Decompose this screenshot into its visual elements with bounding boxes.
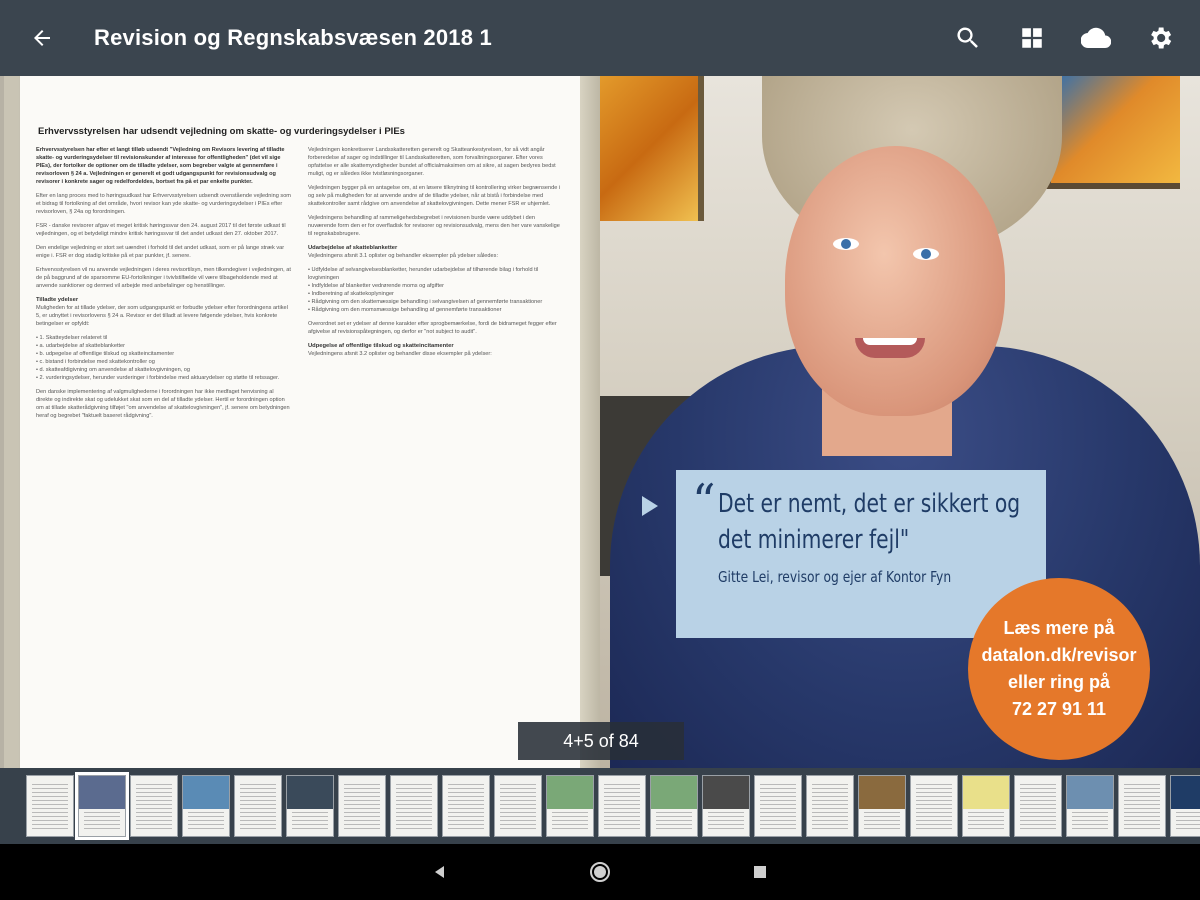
thumbnail-text-lines <box>32 784 68 830</box>
thumbnail-text-lines <box>344 784 380 830</box>
wall-painting <box>600 76 704 221</box>
article-paragraph: Den endelige vejledning er stort set uændret i forhold til det andet udkast, som er på lange stræk var enige i. FSR er dog stadig kritiske på et par punkter, jf. senere. <box>36 245 285 259</box>
thumbnail-text-lines <box>916 784 952 830</box>
page-thumbnail[interactable] <box>494 775 542 837</box>
article-paragraph: FSR - danske revisorer afgav et meget kritisk høringssvar den 24. august 2017 til det første udkast til vejledningen, og et betydeligt mindre kritisk høringssvar til det andet udkast den 27. oktober 2017. <box>36 223 286 237</box>
back-triangle-icon <box>432 864 448 880</box>
page-thumbnail[interactable] <box>286 775 334 837</box>
cloud-icon <box>1081 23 1111 53</box>
app-bar <box>0 0 1200 76</box>
thumbnail-text-lines <box>136 784 172 830</box>
page-thumbnail[interactable] <box>962 775 1010 837</box>
cta-line: 72 27 91 11 <box>1011 699 1107 719</box>
article-paragraph: Muligheden for at tillade ydelser, der som udgangspunkt er forbudte ydelser efter forordningens artikel 5, er udnyttet i revisorlovens § 24 a. Revisor er det tilladt at levere følgende ydelser, hvis konkrete betingelser er opfyldt: <box>36 305 288 327</box>
page-thumbnail[interactable] <box>390 775 438 837</box>
article-paragraph: Vejledningen bygger på en antagelse om, at en løsere tilknytning til kontrollering virker begrænsende i og selv på muligheden for at anvende andre af de tilladte ydelser, når at bistå i forbindelse med skattekontroller samt rådgive om anvendelse af skattelovgivningen. Dette mener FSR er uhjemlet. <box>308 185 561 207</box>
thumbnail-text-lines <box>812 784 848 830</box>
system-back-button[interactable] <box>420 852 460 892</box>
list-item: • 1. Skatteydelser relateret til <box>36 334 291 342</box>
thumbnail-text-lines <box>1124 784 1160 830</box>
search-button[interactable] <box>936 0 1000 76</box>
arrow-left-icon <box>30 26 54 50</box>
article-paragraph: Vejledningen konkretiserer Landsskatteretten generelt og Skatteankestyrelsen, for så vidt angår forberedelse af sager og indstillinger til Landsskatteretten, som forvaltningsorganer. Efter vores opfattelse er alle skattemyndigheder bundet af officialmaksimen om at sikre, at sagen bedyres bedst muligt, og er således ikke tvistløsningsorganer. <box>308 147 556 177</box>
list-item: • Rådgivning om den momsmæssige behandling af gennemførte transaktioner <box>308 306 563 314</box>
article-list <box>36 334 291 382</box>
eye <box>833 238 859 250</box>
article-column-2 <box>308 146 563 364</box>
article-paragraph: Vejledningens afsnit 3.1 oplister og behandler eksempler på ydelser således: <box>308 253 498 259</box>
recents-square-icon <box>752 864 768 880</box>
article-paragraph: Overordnet set er ydelser af denne karakter efter sprogbemærkelse, fordi de bidrameget fegger efter afgivelse af revisionspåtegningen, og derfor er "not subject to audit". <box>308 321 557 335</box>
home-circle-icon <box>589 861 611 883</box>
article-lead: Erhvervsstyrelsen har efter et langt tilløb udsendt "Vejledning om Revisors levering af tilladte skatte- og vurderingsydelser til revisionskunder af interesse for offentligheden" (det vil sige PIEs), der fortolker de optioner om de tilladte ydelser, som begreber valgte at gennemføre i revisorloven § 24 a. Vejledningen er generelt et godt udgangspunkt for revisionsudvalg og revisorer i konkrete sager og redelfordeldes, bortset fra på et par enkelte punkter. <box>36 147 285 185</box>
thumbnail-image <box>79 776 125 809</box>
cta-badge[interactable] <box>968 578 1150 760</box>
thumbnail-image <box>963 776 1009 809</box>
settings-button[interactable] <box>1128 0 1192 76</box>
grid-view-button[interactable] <box>1000 0 1064 76</box>
article-subheading: Tilladte ydelser <box>36 297 79 303</box>
article-sheet <box>20 76 580 768</box>
toolbar-actions <box>936 0 1192 76</box>
list-item: • b. udpegelse af offentlige tilskud og skatteincitamenter <box>36 350 291 358</box>
thumbnail-image <box>183 776 229 809</box>
cloud-button[interactable] <box>1064 0 1128 76</box>
page-thumbnail[interactable] <box>598 775 646 837</box>
thumbnail-text-lines <box>1020 784 1056 830</box>
thumbnail-image <box>1171 776 1200 809</box>
publication-title: Revision og Regnskabsvæsen 2018 1 <box>94 25 492 50</box>
page-thumbnail[interactable] <box>1118 775 1166 837</box>
person-face <box>785 146 1005 416</box>
article-paragraph: Vejledningens afsnit 3.2 oplister og behandler disse eksempler på ydelser: <box>308 351 492 357</box>
page-thumbnail[interactable] <box>754 775 802 837</box>
grid-icon <box>1019 25 1045 51</box>
page-thumbnail[interactable] <box>234 775 282 837</box>
page-thumbnail[interactable] <box>130 775 178 837</box>
thumbnail-text-lines <box>760 784 796 830</box>
article-paragraph: Den danske implementering af valgmulighederne i forordningen har ikke medfaget henvisning al direkte og indirekte skat og udelukket skat som en del af tilladte ydelser. Hertil er forordningen option om at tillade skatterådgivning tilføjet "om anvendelse af skattelovgivningen", jf. senere om betydningen heraf og begrebet "faktuelt baseret rådgivning". <box>36 389 290 419</box>
list-item: • c. bistand i forbindelse med skattekontroller og <box>36 358 291 366</box>
article-paragraph: Vejledningens behandling af rammeligehedsbegrebet i revisionen burde være uddybet i den nuværende form den er for overfladisk for revisorer og revisionsudvalg, mens den her vare vanskelige til regnskabsbrugere. <box>308 215 560 237</box>
page-spread[interactable] <box>0 76 1200 768</box>
page-spine <box>580 76 600 768</box>
smile <box>855 338 925 358</box>
page-thumbnail[interactable] <box>442 775 490 837</box>
article-paragraph: Erhvervsstyrelsen vil nu anvende vejledningen i deres revisortilsyn, men tilkendegiver i vejledningen, at de på baggrund af de sparsomme EU-fortolkninger i tvivlstilfælde vil være tilbageholdende med at anvende sanktioner og dermed vil arbejde med anbefalinger og henstillinger. <box>36 267 291 289</box>
article-paragraph: Efter en lang proces med to høringsudkast har Erhvervsstyrelsen udsendt ovenstående vejledning som et bidrag til fortolkning af det område, hvori revisor kan yde skatte- og vurderingsydelser i PIEs efter revisorloven, § 24a og forordningen. <box>36 193 291 215</box>
quote-mark: “ <box>692 474 716 528</box>
gear-icon <box>1146 24 1174 52</box>
eye <box>913 248 939 260</box>
thumbnail-strip[interactable] <box>0 768 1200 844</box>
thumbnail-text-lines <box>500 784 536 830</box>
article-subheading: Udpegelse af offentlige tilskud og skatteincitamenter <box>308 343 454 349</box>
thumbnail-image <box>651 776 697 809</box>
back-button[interactable] <box>0 0 84 76</box>
page-thumbnail[interactable] <box>1014 775 1062 837</box>
page-thumbnail[interactable] <box>650 775 698 837</box>
thumbnail-text-lines <box>240 784 276 830</box>
article-subheading: Udarbejdelse af skatteblanketter <box>308 245 398 251</box>
list-item: • 2. vurderingsydelser, herunder vurderinger i forbindelse med aktuarydelser og støtte til retssager. <box>36 374 291 382</box>
right-page-ad[interactable] <box>600 76 1200 768</box>
testimonial-quote: Det er nemt, det er sikkert og det minimerer fejl" <box>718 489 1021 555</box>
article-list <box>308 266 563 314</box>
page-thumbnail[interactable] <box>702 775 750 837</box>
left-page[interactable] <box>4 76 600 768</box>
list-item: • Rådgivning om den skattemæssige behandling i selvangivelsen af gennemførte transaktioner <box>308 298 563 306</box>
system-nav-bar <box>0 844 1200 900</box>
thumbnail-text-lines <box>448 784 484 830</box>
page-indicator: 4+5 of 84 <box>518 722 684 760</box>
thumbnail-text-lines <box>604 784 640 830</box>
thumbnail-image <box>859 776 905 809</box>
page-thumbnail[interactable] <box>78 775 126 837</box>
page-thumbnail[interactable] <box>1066 775 1114 837</box>
thumbnail-image <box>703 776 749 809</box>
list-item: • Indberetning af skattekoplyninger <box>308 290 563 298</box>
cta-text <box>981 615 1136 723</box>
page-thumbnail[interactable] <box>338 775 386 837</box>
thumbnail-text-lines <box>396 784 432 830</box>
list-item: • Udfyldelse af selvangivelsesblanketter, herunder udarbejdelse af tilhørende bilag i forhold til lovgivningen <box>308 266 563 282</box>
testimonial-author: Gitte Lei, revisor og ejer af Kontor Fyn <box>718 568 952 586</box>
system-recents-button[interactable] <box>740 852 780 892</box>
list-item: • Indfyldelse af blanketter vedrørende moms og afgifter <box>308 282 563 290</box>
thumbnail-image <box>1067 776 1113 809</box>
page-thumbnail[interactable] <box>546 775 594 837</box>
cta-line: eller ring på <box>1007 672 1111 692</box>
page-thumbnail[interactable] <box>26 775 74 837</box>
page-thumbnail[interactable] <box>806 775 854 837</box>
quote-pointer <box>642 496 658 516</box>
system-home-button[interactable] <box>580 852 620 892</box>
page-thumbnail[interactable] <box>1170 775 1200 837</box>
page-thumbnail[interactable] <box>858 775 906 837</box>
thumbnail-image <box>287 776 333 809</box>
article-column-1 <box>36 146 291 426</box>
page-thumbnail[interactable] <box>910 775 958 837</box>
cta-line: Læs mere på <box>1003 618 1115 638</box>
wall-painting <box>1045 76 1180 189</box>
thumbnail-image <box>547 776 593 809</box>
search-icon <box>954 24 982 52</box>
list-item: • d. skatteafdigivning om anvendelse af skattelovgivningen, og <box>36 366 291 374</box>
list-item: • a. udarbejdelse af skatteblanketter <box>36 342 291 350</box>
cta-line: datalon.dk/revisor <box>981 645 1137 665</box>
article-heading: Erhvervsstyrelsen har udsendt vejledning om skatte- og vurderingsydelser i PIEs <box>38 126 405 137</box>
page-thumbnail[interactable] <box>182 775 230 837</box>
